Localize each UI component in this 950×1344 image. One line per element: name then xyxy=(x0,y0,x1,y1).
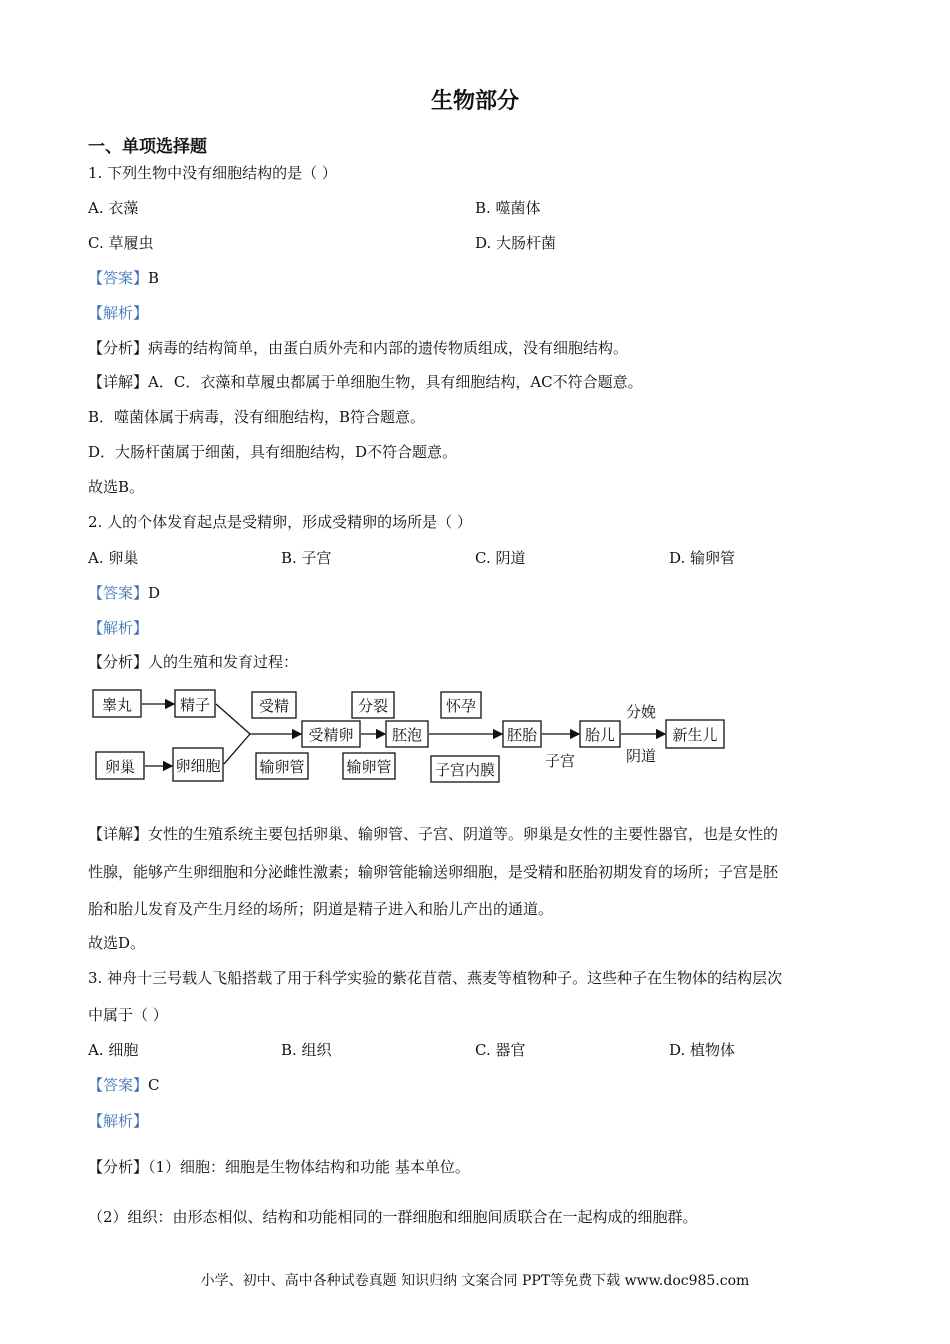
fenxi-tag: 【分析】 xyxy=(88,653,149,671)
q2-analysis-tag xyxy=(88,617,148,638)
q2-answer xyxy=(88,582,160,603)
q1-line-d: D．大肠杆菌属于细菌，具有细胞结构，D不符合题意。 xyxy=(88,443,458,461)
q3-fenxi-2: （2）组织：由形态相似、结构和功能相同的一群细胞和细胞间质联合在一起构成的细胞群。 xyxy=(88,1208,698,1226)
q3-analysis-tag xyxy=(88,1110,148,1131)
detail-tag: 【详解】 xyxy=(88,373,149,391)
label-zygote: 受精卵 xyxy=(308,726,354,744)
q2-option-a: A. 卵巢 xyxy=(88,549,139,567)
label-sperm: 精子 xyxy=(179,696,211,714)
q3-option-c: C. 器官 xyxy=(475,1041,526,1059)
q3-stem-1: 3. 神舟十三号载人飞船搭载了用于科学实验的紫花苜蓿、燕麦等植物种子。这些种子在生物体的结构层次 xyxy=(88,969,783,987)
label-embryo: 胚胎 xyxy=(506,726,538,744)
section-heading: 一、单项选择题 xyxy=(88,137,207,157)
q2-fenxi-text: 人的生殖和发育过程： xyxy=(148,653,299,671)
q1-detail xyxy=(88,371,643,392)
label-fetus: 胎儿 xyxy=(584,726,616,744)
label-vagina: 阴道 xyxy=(625,747,657,765)
q2-fenxi xyxy=(88,651,298,672)
q3-option-d: D. 植物体 xyxy=(669,1041,736,1059)
q3-answer xyxy=(88,1074,160,1095)
label-uterus: 子宫 xyxy=(544,752,576,770)
line-egg-join xyxy=(224,734,250,764)
q2-detail-text-1: 女性的生殖系统主要包括卵巢、输卵管、子宫、阴道等。卵巢是女性的主要性器官，也是女性的 xyxy=(148,825,779,843)
q2-detail-1 xyxy=(88,823,778,844)
label-testis: 睾丸 xyxy=(101,696,133,714)
q2-option-b: B. 子宫 xyxy=(281,549,332,567)
q1-line-b: B．噬菌体属于病毒，没有细胞结构，B符合题意。 xyxy=(88,408,426,426)
q1-answer-value: B xyxy=(148,269,160,287)
answer-tag: 【答案】 xyxy=(88,1076,149,1094)
q2-conclusion: 故选D。 xyxy=(88,934,146,952)
page-title: 生物部分 xyxy=(430,89,519,114)
label-oviduct2: 输卵管 xyxy=(346,758,392,776)
q1-option-a: A. 衣藻 xyxy=(88,199,139,217)
q2-detail-2: 性腺，能够产生卵细胞和分泌雌性激素；输卵管能输送卵细胞，是受精和胚胎初期发育的场所；子宫是胚 xyxy=(88,863,779,881)
fenxi-tag: 【分析】 xyxy=(88,1158,149,1176)
q3-answer-value: C xyxy=(148,1076,160,1094)
analysis-tag: 【解析】 xyxy=(88,304,149,322)
label-fertilization: 受精 xyxy=(258,697,290,715)
label-egg: 卵细胞 xyxy=(175,757,221,775)
q1-detail-text: A．C．衣藻和草履虫都属于单细胞生物，具有细胞结构，AC不符合题意。 xyxy=(148,373,643,391)
answer-tag: 【答案】 xyxy=(88,269,149,287)
q1-option-d: D. 大肠杆菌 xyxy=(475,234,557,252)
q2-stem: 2. 人的个体发育起点是受精卵，形成受精卵的场所是（ ） xyxy=(88,513,472,531)
label-oviduct1: 输卵管 xyxy=(259,758,305,776)
label-endometrium: 子宫内膜 xyxy=(434,761,496,779)
q3-option-b: B. 组织 xyxy=(281,1041,332,1059)
label-pregnancy: 怀孕 xyxy=(445,697,477,715)
q1-analysis-tag xyxy=(88,302,148,323)
line-sperm-join xyxy=(216,704,250,734)
q1-option-c: C. 草履虫 xyxy=(88,234,154,252)
label-delivery: 分娩 xyxy=(625,703,657,721)
label-division: 分裂 xyxy=(357,697,389,715)
q1-fenxi xyxy=(88,337,628,358)
q2-detail-3: 胎和胎儿发育及产生月经的场所；阴道是精子进入和胎儿产出的通道。 xyxy=(88,900,554,918)
page-footer: 小学、初中、高中各种试卷真题 知识归纳 文案合同 PPT等免费下载 www.doc985.com xyxy=(200,1273,750,1289)
q2-answer-value: D xyxy=(148,584,161,602)
q3-stem-2: 中属于（ ） xyxy=(88,1006,168,1024)
fenxi-tag: 【分析】 xyxy=(88,339,149,357)
q1-stem: 1. 下列生物中没有细胞结构的是（ ） xyxy=(88,164,337,182)
q1-option-b: B. 噬菌体 xyxy=(475,199,541,217)
q1-answer xyxy=(88,267,159,288)
label-newborn: 新生儿 xyxy=(672,726,718,744)
q3-fenxi-1 xyxy=(88,1156,470,1177)
q3-option-a: A. 细胞 xyxy=(88,1041,139,1059)
answer-tag: 【答案】 xyxy=(88,584,149,602)
q1-fenxi-text: 病毒的结构简单，由蛋白质外壳和内部的遗传物质组成，没有细胞结构。 xyxy=(148,339,629,357)
detail-tag: 【详解】 xyxy=(88,825,149,843)
q1-conclusion: 故选B。 xyxy=(88,478,145,496)
q2-option-d: D. 输卵管 xyxy=(669,549,736,567)
label-blastocyst: 胚泡 xyxy=(391,726,423,744)
label-ovary: 卵巢 xyxy=(104,758,136,776)
analysis-tag: 【解析】 xyxy=(88,1112,149,1130)
q3-fenxi-text-1: （1）细胞：细胞是生物体结构和功能 基本单位。 xyxy=(148,1158,470,1176)
reproduction-diagram xyxy=(90,683,740,788)
q2-option-c: C. 阴道 xyxy=(475,549,526,567)
analysis-tag: 【解析】 xyxy=(88,619,149,637)
